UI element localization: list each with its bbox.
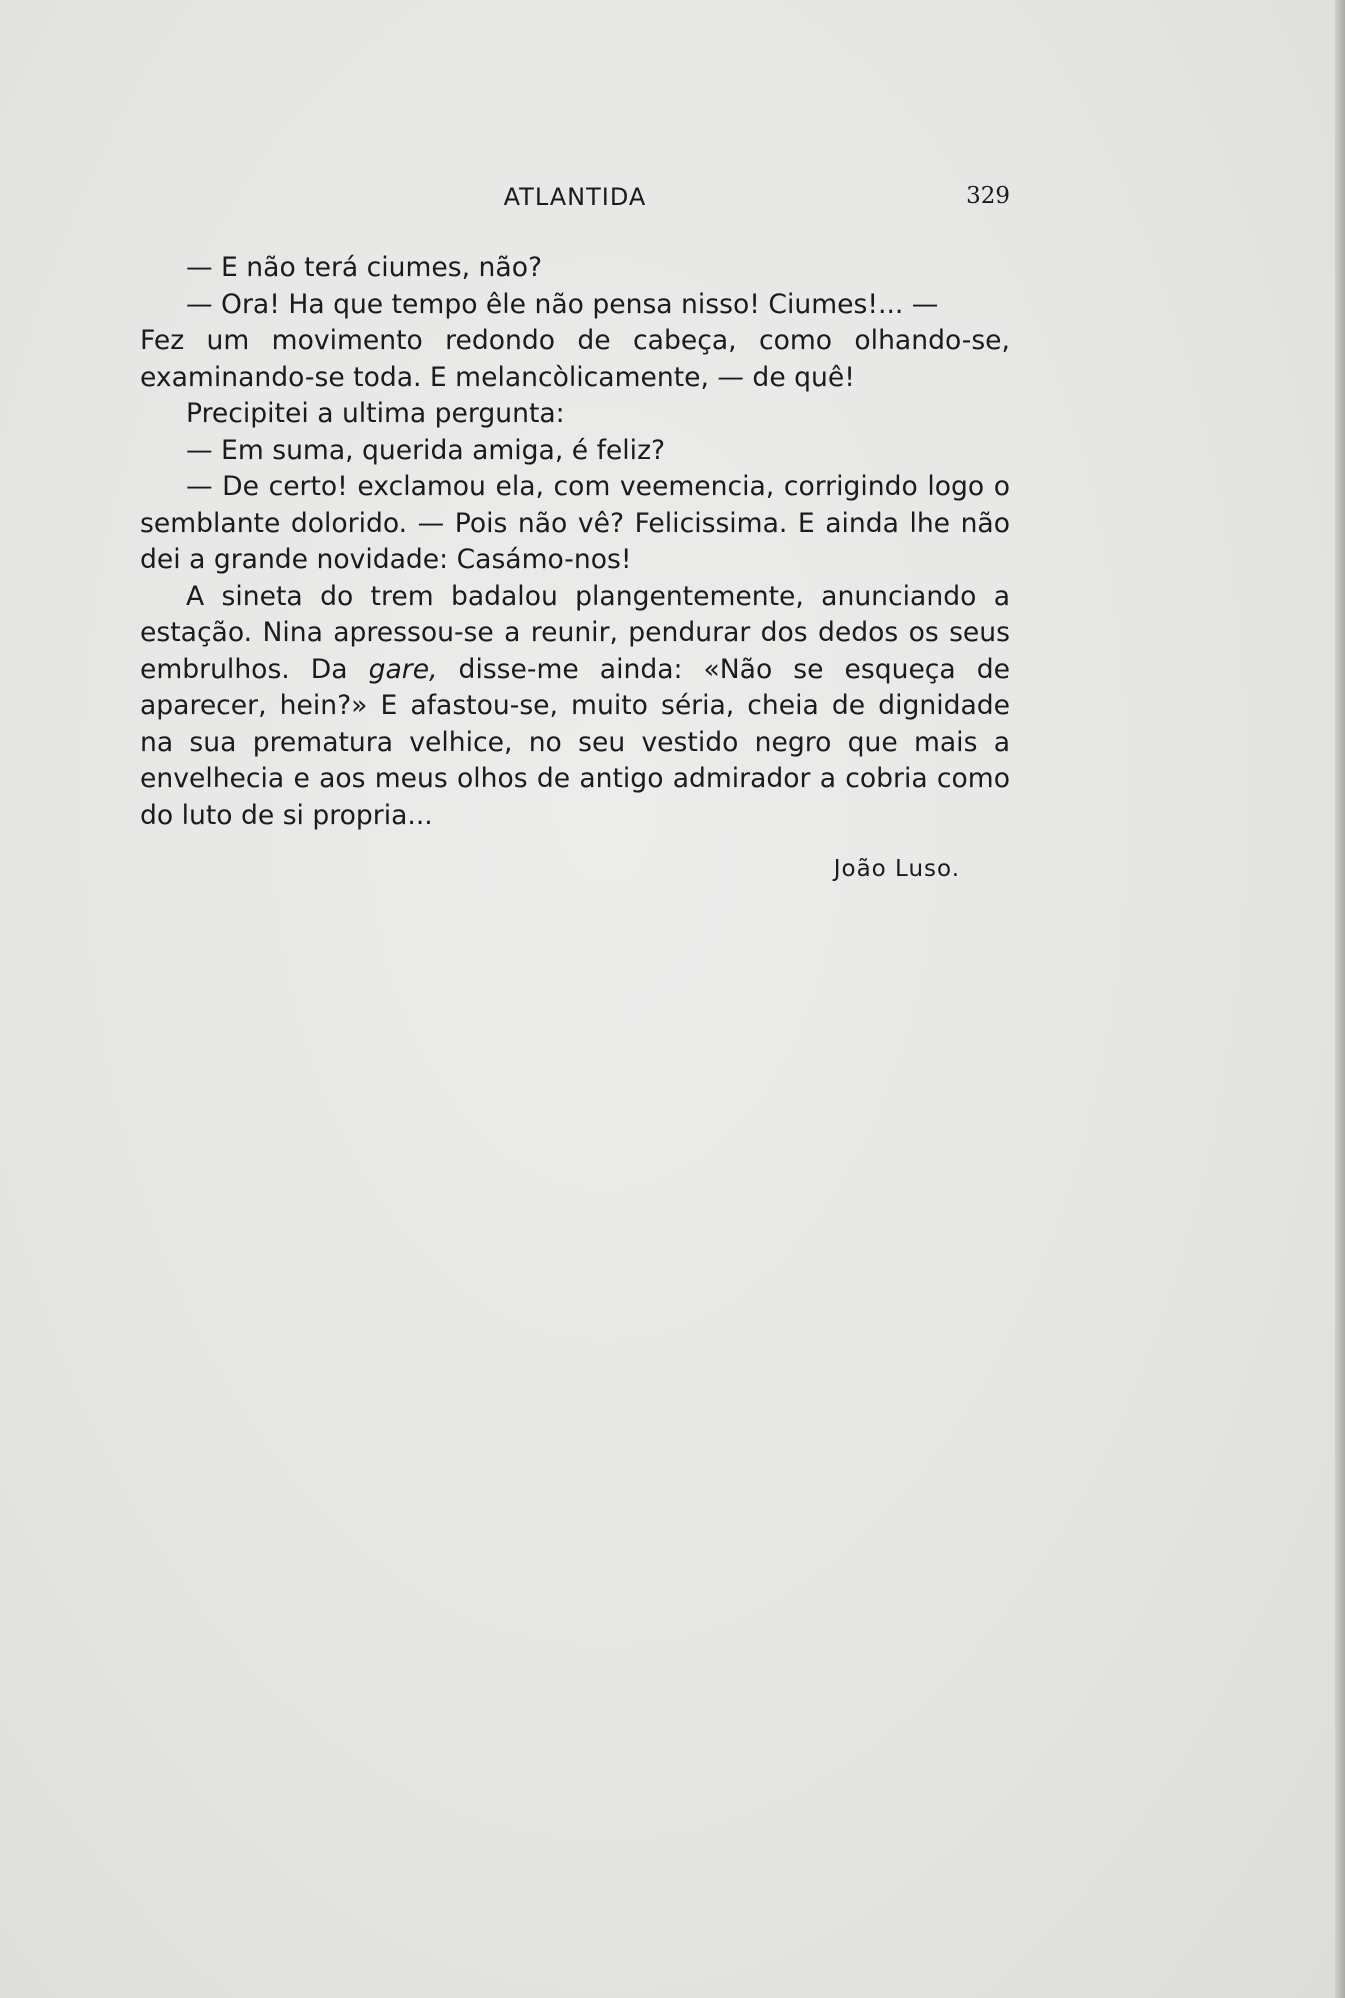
page-header — [140, 183, 1010, 217]
paragraph-5: — Em suma, querida amiga, é feliz? — [186, 434, 666, 466]
paragraph-1: — E não terá ciumes, não? — [186, 252, 543, 283]
page-edge-shadow — [1335, 0, 1345, 1998]
paragraph-2: — Ora! Ha que tempo êle não pensa nisso! Ciumes!... — — [186, 288, 939, 320]
paragraph-3: Fez um movimento redondo de cabeça, como olhando-se, examinando-se toda. E melancòlicamente, — de quê! — [140, 325, 1010, 393]
body-text — [140, 250, 1010, 834]
running-title: ATLANTIDA — [503, 183, 647, 211]
paragraph-7-end: disse-me ainda: «Não se esqueça de aparecer, hein?» E afastou-se, muito séria, cheia de dignidade na sua prematura velhice, no seu vestido negro que mais a envelhecia e aos meus olhos de antigo admirador a cobria como do luto de si propria... — [140, 653, 1010, 831]
page-number: 329 — [966, 183, 1010, 209]
paragraph-4: Precipitei a ultima pergunta: — [186, 398, 565, 429]
paragraph-7-start: A sineta do trem badalou plangentemente, anunciando a estação. Nina apressou-se a reunir, pendurar dos dedos os seus embrulhos. Da — [140, 580, 1010, 685]
paragraph-6: — De certo! exclamou ela, com veemencia, corrigindo logo o semblante dolorido. — Pois não vê? Felicissima. E ainda lhe não dei a grande novidade: Casámo-nos! — [140, 471, 1010, 575]
paragraph-7-italic: gare, — [368, 653, 438, 685]
paragraph-7 — [140, 579, 1010, 835]
author-signature: João Luso. — [833, 856, 960, 882]
